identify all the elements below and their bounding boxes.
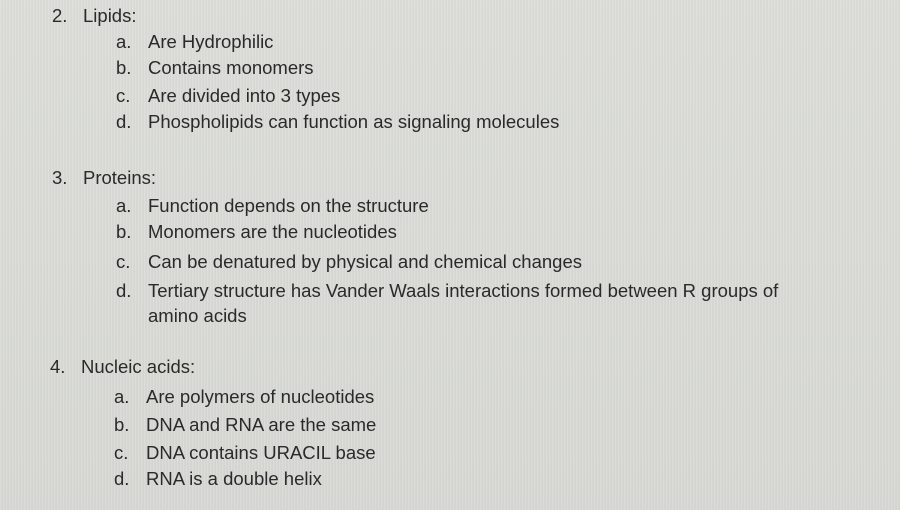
option-letter: a. [114,386,130,407]
option-text: DNA and RNA are the same [146,414,377,435]
option-letter: c. [116,251,131,272]
option-letter: b. [116,57,132,78]
option-text: DNA contains URACIL base [146,442,376,463]
question-heading-lipids [52,4,136,28]
option-letter: b. [116,221,132,242]
option-text: Are Hydrophilic [148,31,274,52]
option-text: RNA is a double helix [146,468,322,489]
question-number: 3. [52,167,68,188]
option-text: Are divided into 3 types [148,85,341,106]
option-text: Monomers are the nucleotides [148,221,397,242]
question-heading-proteins [52,166,156,190]
option-text: Contains monomers [148,57,314,78]
option-text: Phospholipids can function as signaling molecules [148,111,560,132]
option-letter: d. [116,111,132,132]
option-text: Function depends on the structure [148,195,429,216]
option-letter: a. [116,195,132,216]
question-title: Proteins: [83,167,157,188]
option-letter: c. [116,85,131,106]
question-title: Lipids: [83,5,137,26]
option-text-continuation: amino acids [148,305,247,326]
option-letter: b. [114,414,130,435]
option-letter: d. [114,468,130,489]
question-number: 4. [50,356,66,377]
option-letter: d. [116,280,132,301]
option-letter: a. [116,31,132,52]
question-number: 2. [52,5,68,26]
option-text: Can be denatured by physical and chemical changes [148,251,583,272]
option-letter: c. [114,442,129,463]
question-title: Nucleic acids: [81,356,196,377]
option-text: Tertiary structure has Vander Waals interactions formed between R groups of [148,280,779,301]
option-text: Are polymers of nucleotides [146,386,375,407]
question-heading-nucleic-acids [50,355,195,379]
